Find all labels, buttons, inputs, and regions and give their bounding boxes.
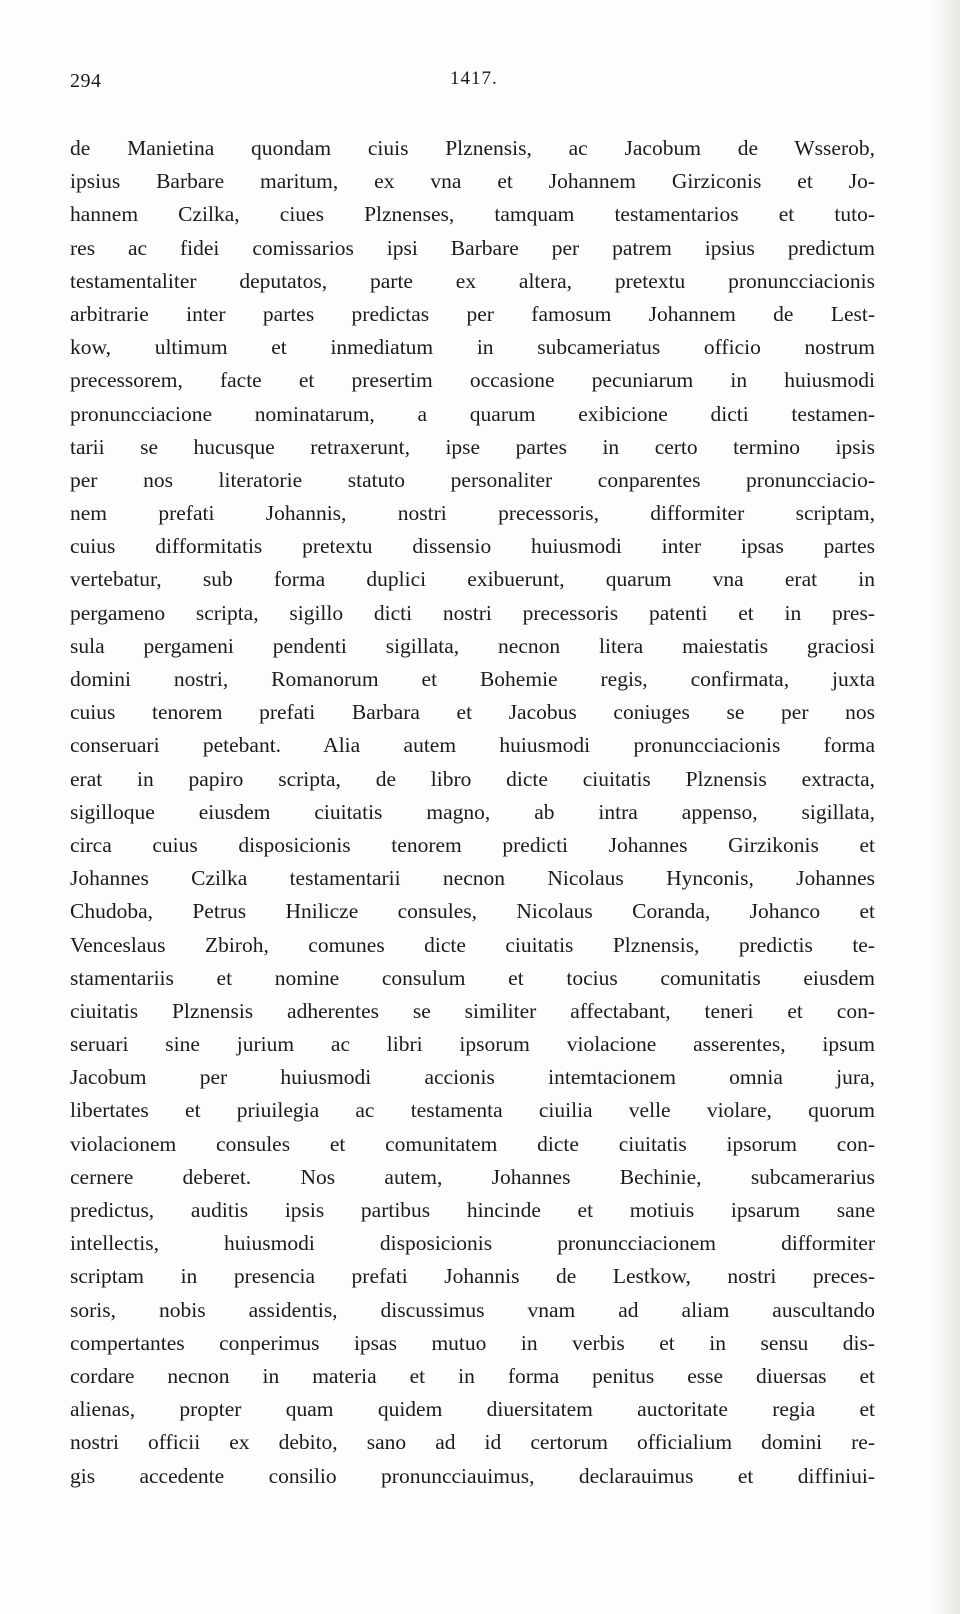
text-line: cordare necnon in materia et in forma penitus esse diuersas et bbox=[70, 1363, 875, 1388]
text-line: cuius difformitatis pretextu dissensio huiusmodi inter ipsas partes bbox=[70, 534, 875, 559]
page-edge-shadow bbox=[934, 0, 960, 1614]
page-header bbox=[70, 70, 890, 100]
text-line: libertates et priuilegia ac testamenta ciuilia velle violare, quorum bbox=[70, 1098, 875, 1123]
text-line: stamentariis et nomine consulum et tocius comunitatis eiusdem bbox=[70, 965, 875, 990]
text-line: intellectis, huiusmodi disposicionis pronuncciacionem difformiter bbox=[70, 1231, 875, 1256]
text-line: predictus, auditis ipsis partibus hincinde et motiuis ipsarum sane bbox=[70, 1198, 875, 1222]
body-text bbox=[70, 132, 875, 1493]
text-line: Chudoba, Petrus Hnilicze consules, Nicolaus Coranda, Johanco et bbox=[70, 899, 875, 924]
text-line: ciuitatis Plznensis adherentes se similiter affectabant, teneri et con- bbox=[70, 998, 875, 1023]
text-line: seruari sine jurium ac libri ipsorum violacione asserentes, ipsum bbox=[70, 1032, 875, 1057]
page-number: 294 bbox=[70, 70, 102, 92]
text-line: precessorem, facte et presertim occasione pecuniarum in huiusmodi bbox=[70, 368, 875, 393]
text-line: alienas, propter quam quidem diuersitatem auctoritate regia et bbox=[70, 1397, 875, 1422]
text-line: soris, nobis assidentis, discussimus vnam ad aliam auscultando bbox=[70, 1297, 875, 1322]
text-line: erat in papiro scripta, de libro dicte ciuitatis Plznensis extracta, bbox=[70, 766, 875, 791]
text-line: cernere deberet. Nos autem, Johannes Bechinie, subcamerarius bbox=[70, 1164, 875, 1189]
text-line: hannem Czilka, ciues Plznenses, tamquam testamentarios et tuto- bbox=[70, 202, 875, 227]
text-line: Venceslaus Zbiroh, comunes dicte ciuitatis Plznensis, predictis te- bbox=[70, 932, 875, 957]
text-line: circa cuius disposicionis tenorem predicti Johannes Girzikonis et bbox=[70, 832, 875, 857]
text-line: sula pergameni pendenti sigillata, necnon litera maiestatis graciosi bbox=[70, 633, 875, 658]
text-line: compertantes conperimus ipsas mutuo in verbis et in sensu dis- bbox=[70, 1330, 875, 1355]
text-line: cuius tenorem prefati Barbara et Jacobus coniuges se per nos bbox=[70, 700, 875, 725]
text-line: per nos literatorie statuto personaliter conparentes pronuncciacio- bbox=[70, 467, 875, 492]
running-head-year: 1417. bbox=[450, 68, 498, 89]
text-line: arbitrarie inter partes predictas per famosum Johannem de Lest- bbox=[70, 301, 875, 326]
text-line: res ac fidei comissarios ipsi Barbare per patrem ipsius predictum bbox=[70, 235, 875, 260]
text-line: pronuncciacione nominatarum, a quarum exibicione dicti testamen- bbox=[70, 401, 875, 426]
text-line: sigilloque eiusdem ciuitatis magno, ab intra appenso, sigillata, bbox=[70, 799, 875, 824]
text-line: pergameno scripta, sigillo dicti nostri precessoris patenti et in pres- bbox=[70, 600, 875, 625]
text-line: kow, ultimum et inmediatum in subcameriatus officio nostrum bbox=[70, 335, 875, 360]
text-line: nostri officii ex debito, sano ad id certorum officialium domini re- bbox=[70, 1430, 875, 1455]
text-line: testamentaliter deputatos, parte ex altera, pretextu pronuncciacionis bbox=[70, 268, 875, 293]
text-line: conseruari petebant. Alia autem huiusmodi pronuncciacionis forma bbox=[70, 733, 875, 758]
text-line: gis accedente consilio pronuncciauimus, declarauimus et diffiniui- bbox=[70, 1463, 875, 1488]
text-line: domini nostri, Romanorum et Bohemie regis, confirmata, juxta bbox=[70, 667, 875, 691]
text-line: Johannes Czilka testamentarii necnon Nicolaus Hynconis, Johannes bbox=[70, 866, 875, 891]
text-line: ipsius Barbare maritum, ex vna et Johannem Girziconis et Jo- bbox=[70, 169, 875, 194]
text-line: Jacobum per huiusmodi accionis intemtacionem omnia jura, bbox=[70, 1065, 875, 1090]
text-line: tarii se hucusque retraxerunt, ipse partes in certo termino ipsis bbox=[70, 434, 875, 459]
text-line: nem prefati Johannis, nostri precessoris, difformiter scriptam, bbox=[70, 501, 875, 526]
text-line: scriptam in presencia prefati Johannis de Lestkow, nostri preces- bbox=[70, 1264, 875, 1289]
text-line: de Manietina quondam ciuis Plznensis, ac Jacobum de Wsserob, bbox=[70, 136, 875, 160]
text-line: vertebatur, sub forma duplici exibuerunt, quarum vna erat in bbox=[70, 567, 875, 592]
text-line: violacionem consules et comunitatem dicte ciuitatis ipsorum con- bbox=[70, 1131, 875, 1156]
